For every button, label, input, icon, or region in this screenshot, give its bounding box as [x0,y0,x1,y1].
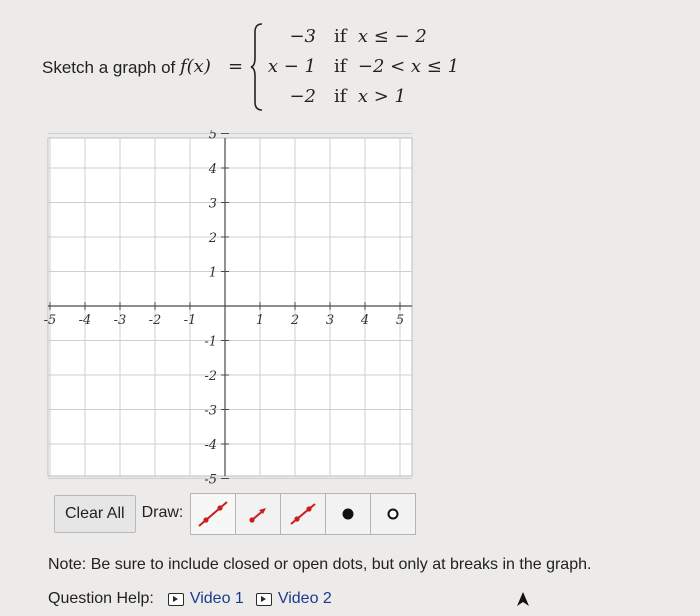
x-tick-label: -5 [43,313,57,328]
line-tool-button[interactable] [190,493,236,535]
ray-tool-button[interactable] [235,493,281,535]
x-tick-label: 3 [325,313,335,328]
video-1-link[interactable] [168,590,244,608]
video-icon [256,593,272,606]
y-tick-label: -1 [204,334,217,350]
y-tick-label: 1 [208,265,217,281]
piece-3-value: −2 [289,86,316,107]
equals-sign: = [228,56,244,77]
segment-tool-button[interactable] [280,493,326,535]
y-tick-label: -3 [204,403,217,419]
x-tick-label: -1 [183,313,197,328]
note-text: Note: Be sure to include closed or open dots, but only at breaks in the graph. [48,556,592,573]
open-dot-icon [383,504,403,524]
piece-1-value: −3 [289,26,316,47]
graph-background [48,138,412,476]
video-icon [168,593,184,606]
piece-2-value: x − 1 [267,56,316,77]
x-tick-label: 5 [395,313,405,328]
y-tick-label: 4 [208,162,217,177]
y-tick-label: 2 [208,231,217,246]
draw-toolbar [54,493,416,533]
question-help [48,590,332,608]
y-tick-label: -4 [204,438,217,453]
x-tick-label: 2 [290,313,300,328]
y-tick-label: -5 [204,472,217,488]
open-dot-tool-button[interactable] [370,493,416,535]
x-tick-label: 1 [255,313,265,328]
video-1-label: Video 1 [189,590,244,607]
draw-label: Draw: [141,504,184,521]
line-tool-icon [195,499,231,529]
video-2-link[interactable] [256,590,332,608]
graph-area[interactable] [40,130,420,495]
question-text: Sketch a graph of [42,58,176,77]
x-tick-label: -4 [78,313,92,328]
segment-tool-icon [285,499,321,529]
ray-tool-icon [243,499,273,529]
piece-1-condition: if x ≤ − 2 [334,26,427,47]
mouse-cursor-icon [516,592,530,608]
video-2-label: Video 2 [277,590,332,607]
graph-canvas[interactable] [40,130,420,490]
function-name: f(x) [180,56,211,77]
closed-dot-tool-button[interactable] [325,493,371,535]
x-tick-label: 4 [360,313,370,328]
piece-3-condition: if x > 1 [334,86,407,107]
clear-all-button[interactable]: Clear All [54,495,136,533]
x-tick-label: -3 [113,313,127,328]
question-help-label: Question Help: [48,590,154,607]
x-tick-label: -2 [148,313,162,328]
y-tick-label: 3 [208,196,217,212]
y-tick-label: -2 [204,369,217,384]
y-tick-label: 5 [208,130,217,143]
closed-dot-icon [338,504,358,524]
piece-2-condition: if −2 < x ≤ 1 [334,56,460,77]
